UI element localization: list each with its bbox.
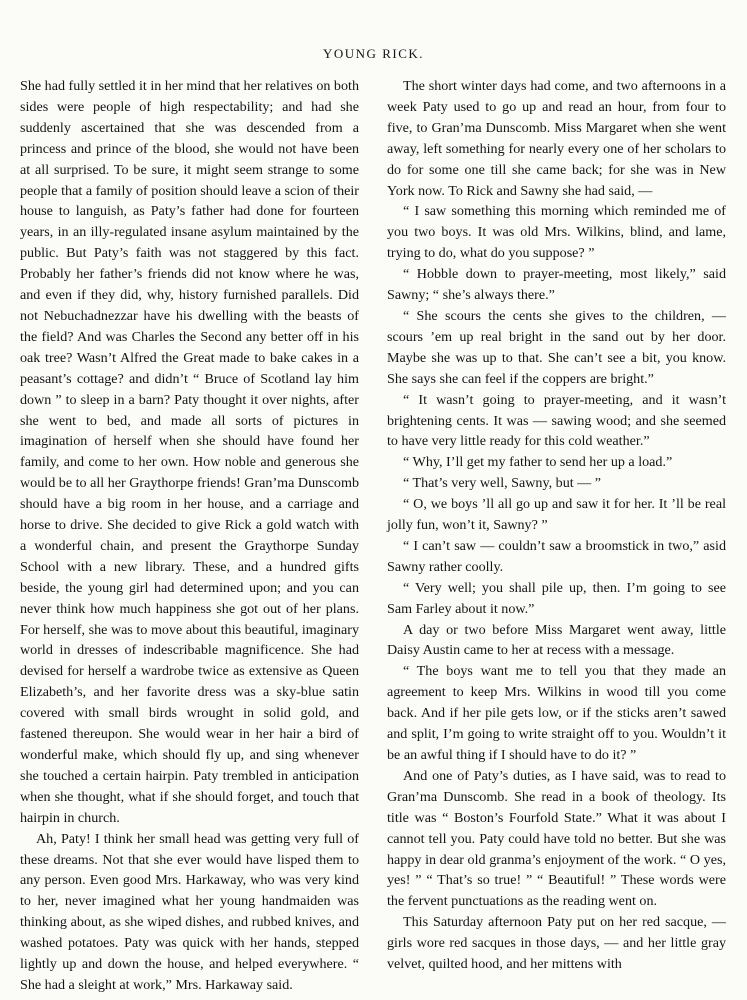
- paragraph: “ Why, I’ll get my father to send her up a load.”: [403, 454, 673, 471]
- paragraph: Ah, Paty! I think her small head was getting very full of these dreams. Not that she ever would have lisped them to any person. Even good Mrs. Harkaway, who was very kind to her, never imagined what her young handmaiden was thinking about, as she wiped dishes, and rubbed knives, and washed potatoes. Paty was quick with her hands, stepped lightly up and down the house, and helped everywhere. “ She had a sleight at work,” Mrs. Harkaway said.: [20, 830, 359, 993]
- paragraph: “ The boys want me to tell you that they made an agreement to keep Mrs. Wilkins in wood till you come back. And if her pile gets low, or if the sticks aren’t sawed and split, I’m going to write straight off to you. Wouldn’t it be an awful thing if I should have to do it? ”: [387, 663, 726, 763]
- paragraph: “ She scours the cents she gives to the children, — scours ’em up real bright in the sand out by her door. Maybe she was up to that. She can’t see a bit, you know. She says she can feel if the coppers are bright.”: [387, 307, 726, 387]
- paragraph: The short winter days had come, and two afternoons in a week Paty used to go up and read an hour, from four to five, to Gran’ma Dunscomb. Miss Margaret when she went away, left something for nearly every one of her scholars to do for some one till she came back; for she was in New York now. To Rick and Sawny she had said, —: [387, 78, 726, 199]
- paragraph: This Saturday afternoon Paty put on her red sacque, — girls wore red sacques in those days, — and her little gray velvet, quilted hood, and her mittens with: [387, 914, 726, 973]
- paragraph: “ Very well; you shall pile up, then. I’m going to see Sam Farley about it now.”: [387, 579, 726, 617]
- running-head: YOUNG RICK.: [323, 46, 424, 61]
- paragraph: “ I can’t saw — couldn’t saw a broomstick in two,” asid Sawny rather coolly.: [387, 537, 726, 575]
- paragraph: A day or two before Miss Margaret went away, little Daisy Austin came to her at recess with a message.: [387, 621, 726, 659]
- paragraph: “ That’s very well, Sawny, but — ”: [403, 475, 602, 492]
- right-column: [387, 76, 726, 975]
- paragraph: And one of Paty’s duties, as I have said, was to read to Gran’ma Dunscomb. She read in a book of theology. Its title was “ Boston’s Fourfold State.” What it was about I cannot tell you. Paty could have told no better. But she was happy in dear old granma’s enjoyment of the work. “ O yes, yes! ” “ That’s so true! ” “ Beautiful! ” These words were the fervent punctuations as the reading went on.: [387, 767, 726, 910]
- paragraph: “ O, we boys ’ll all go up and saw it for her. It ’ll be real jolly fun, won’t it, Sawny? ”: [387, 496, 726, 534]
- paragraph: She had fully settled it in her mind that her relatives on both sides were people of high respectability; and had she suddenly ascertained that she was descended from a princess and prince of the blood, she would not have been at all surprised. To be sure, it might seem strange to some people that a family of position should leave a scion of their house to languish, as Paty’s father had done for fourteen years, in an illy-regulated insane asylum maintained by the public. But Paty’s faith was not staggered by this fact. Probably her father’s friends did not know where he was, and even if they did, why, history furnished parallels. Did not Nebuchadnezzar have his dwelling with the beasts of the field? And was Charles the Second any better off in his oak tree? Wasn’t Alfred the Great made to bake cakes in a peasant’s cottage? and didn’t “ Bruce of Scotland lay him down ” to sleep in a barn? Paty thought it over nights, after she went to bed, and made all sorts of pictures in imagination of herself when she should have found her family, and come to her own. How noble and generous she would be to all her Graythorpe friends! Gran’ma Dunscomb should have a big room in her house, and a carriage and horse to drive. She decided to give Rick a gold watch with a wonderful chain, and present the Graythorpe Sunday School with a new library. These, and a hundred gifts beside, the young girl had determined upon; and you can never think how much happiness she got out of her plans. For herself, she was to move about this beautiful, imaginary world in dresses of indescribable magnificence. She had devised for herself a wardrobe twice as extensive as Queen Elizabeth’s, and her favorite dress was a sky-blue satin covered with small birds wrought in solid gold, and fastened thereupon. She would wear in her hair a bird of wonderful make, which should fly up, and sing whenever she touched a certain hairpin. Paty trembled in anticipation when she thought, what if she should forget, and touch that hairpin in church.: [20, 78, 359, 826]
- left-column: [20, 76, 359, 996]
- paragraph: “ It wasn’t going to prayer-meeting, and it wasn’t brightening cents. It was — sawing wood; and she seemed to have very little ready for this cold weather.”: [387, 391, 726, 450]
- paragraph: “ Hobble down to prayer-meeting, most likely,” said Sawny; “ she’s always there.”: [387, 266, 726, 304]
- paragraph: “ I saw something this morning which reminded me of you two boys. It was old Mrs. Wilkins, blind, and lame, trying to do, what do you suppose? ”: [387, 203, 726, 262]
